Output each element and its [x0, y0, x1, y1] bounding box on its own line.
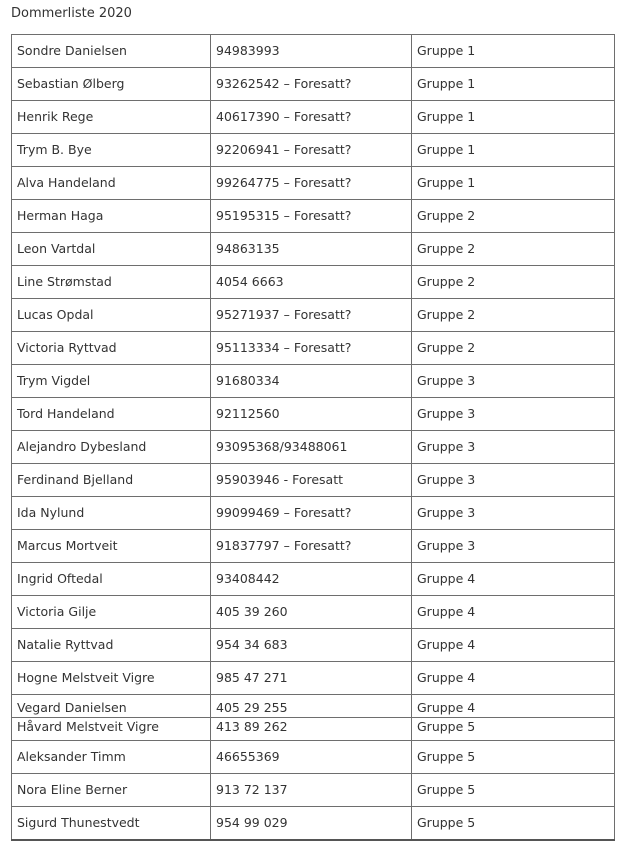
- table-row: [12, 662, 615, 695]
- cell-group: Gruppe 3: [412, 497, 615, 530]
- table-row: [12, 299, 615, 332]
- table-row: [12, 774, 615, 807]
- cell-group: Gruppe 1: [412, 101, 615, 134]
- table-row: [12, 35, 615, 68]
- cell-name: Sebastian Ølberg: [12, 68, 211, 101]
- cell-name: Alva Handeland: [12, 167, 211, 200]
- cell-group: Gruppe 2: [412, 233, 615, 266]
- cell-name: Ferdinand Bjelland: [12, 464, 211, 497]
- table-row: [12, 596, 615, 629]
- cell-group: Gruppe 4: [412, 563, 615, 596]
- cell-phone: 913 72 137: [211, 774, 412, 807]
- cell-group: Gruppe 4: [412, 695, 615, 718]
- table-row: [12, 741, 615, 774]
- cell-name: Tord Handeland: [12, 398, 211, 431]
- cell-name: Sondre Danielsen: [12, 35, 211, 68]
- cell-group: Gruppe 5: [412, 774, 615, 807]
- cell-name: Leon Vartdal: [12, 233, 211, 266]
- cell-phone: 93408442: [211, 563, 412, 596]
- cell-group: Gruppe 3: [412, 464, 615, 497]
- cell-phone: 95113334 – Foresatt?: [211, 332, 412, 365]
- table-row: [12, 530, 615, 563]
- cell-name: Alejandro Dybesland: [12, 431, 211, 464]
- table-row: [12, 365, 615, 398]
- page-title: Dommerliste 2020: [11, 6, 132, 21]
- cell-name: Natalie Ryttvad: [12, 629, 211, 662]
- cell-group: Gruppe 3: [412, 398, 615, 431]
- cell-phone: 95195315 – Foresatt?: [211, 200, 412, 233]
- cell-phone: 954 99 029: [211, 807, 412, 841]
- cell-phone: 40617390 – Foresatt?: [211, 101, 412, 134]
- cell-phone: 94983993: [211, 35, 412, 68]
- cell-phone: 985 47 271: [211, 662, 412, 695]
- table-row: [12, 497, 615, 530]
- cell-phone: 93262542 – Foresatt?: [211, 68, 412, 101]
- table-row: [12, 431, 615, 464]
- cell-name: Marcus Mortveit: [12, 530, 211, 563]
- cell-phone: 405 39 260: [211, 596, 412, 629]
- table-row: [12, 200, 615, 233]
- cell-name: Vegard Danielsen: [12, 695, 211, 718]
- cell-name: Nora Eline Berner: [12, 774, 211, 807]
- cell-phone: 91680334: [211, 365, 412, 398]
- cell-group: Gruppe 1: [412, 134, 615, 167]
- table-row: [12, 695, 615, 718]
- table-row: [12, 332, 615, 365]
- cell-name: Hogne Melstveit Vigre: [12, 662, 211, 695]
- cell-name: Henrik Rege: [12, 101, 211, 134]
- cell-group: Gruppe 5: [412, 807, 615, 841]
- cell-group: Gruppe 2: [412, 200, 615, 233]
- cell-phone: 93095368/93488061: [211, 431, 412, 464]
- table-row: [12, 464, 615, 497]
- cell-phone: 92206941 – Foresatt?: [211, 134, 412, 167]
- referee-table: [11, 34, 615, 841]
- cell-group: Gruppe 4: [412, 596, 615, 629]
- cell-name: Lucas Opdal: [12, 299, 211, 332]
- table-row: [12, 167, 615, 200]
- cell-phone: 46655369: [211, 741, 412, 774]
- cell-group: Gruppe 4: [412, 662, 615, 695]
- cell-name: Ida Nylund: [12, 497, 211, 530]
- cell-group: Gruppe 2: [412, 332, 615, 365]
- table-row: [12, 807, 615, 841]
- cell-phone: 99099469 – Foresatt?: [211, 497, 412, 530]
- table-row: [12, 68, 615, 101]
- cell-name: Aleksander Timm: [12, 741, 211, 774]
- cell-phone: 92112560: [211, 398, 412, 431]
- table-row: [12, 563, 615, 596]
- cell-group: Gruppe 3: [412, 365, 615, 398]
- cell-phone: 954 34 683: [211, 629, 412, 662]
- cell-name: Victoria Ryttvad: [12, 332, 211, 365]
- cell-phone: 91837797 – Foresatt?: [211, 530, 412, 563]
- table-row: [12, 101, 615, 134]
- table-row: [12, 629, 615, 662]
- cell-group: Gruppe 1: [412, 35, 615, 68]
- cell-group: Gruppe 1: [412, 167, 615, 200]
- cell-group: Gruppe 3: [412, 431, 615, 464]
- cell-phone: 94863135: [211, 233, 412, 266]
- cell-group: Gruppe 2: [412, 299, 615, 332]
- table-row: [12, 266, 615, 299]
- cell-group: Gruppe 5: [412, 741, 615, 774]
- cell-phone: 99264775 – Foresatt?: [211, 167, 412, 200]
- cell-name: Trym Vigdel: [12, 365, 211, 398]
- cell-group: Gruppe 2: [412, 266, 615, 299]
- table-row: [12, 134, 615, 167]
- cell-name: Herman Haga: [12, 200, 211, 233]
- cell-name: Line Strømstad: [12, 266, 211, 299]
- cell-phone: 4054 6663: [211, 266, 412, 299]
- cell-phone: 405 29 255: [211, 695, 412, 718]
- cell-name: Victoria Gilje: [12, 596, 211, 629]
- cell-name: Håvard Melstveit Vigre: [12, 718, 211, 741]
- cell-name: Trym B. Bye: [12, 134, 211, 167]
- cell-name: Ingrid Oftedal: [12, 563, 211, 596]
- table-row: [12, 233, 615, 266]
- referee-table-body: [12, 35, 615, 841]
- cell-group: Gruppe 5: [412, 718, 615, 741]
- table-row: [12, 398, 615, 431]
- cell-phone: 95271937 – Foresatt?: [211, 299, 412, 332]
- table-row: [12, 718, 615, 741]
- cell-group: Gruppe 4: [412, 629, 615, 662]
- cell-group: Gruppe 3: [412, 530, 615, 563]
- cell-name: Sigurd Thunestvedt: [12, 807, 211, 841]
- cell-phone: 95903946 - Foresatt: [211, 464, 412, 497]
- cell-group: Gruppe 1: [412, 68, 615, 101]
- cell-phone: 413 89 262: [211, 718, 412, 741]
